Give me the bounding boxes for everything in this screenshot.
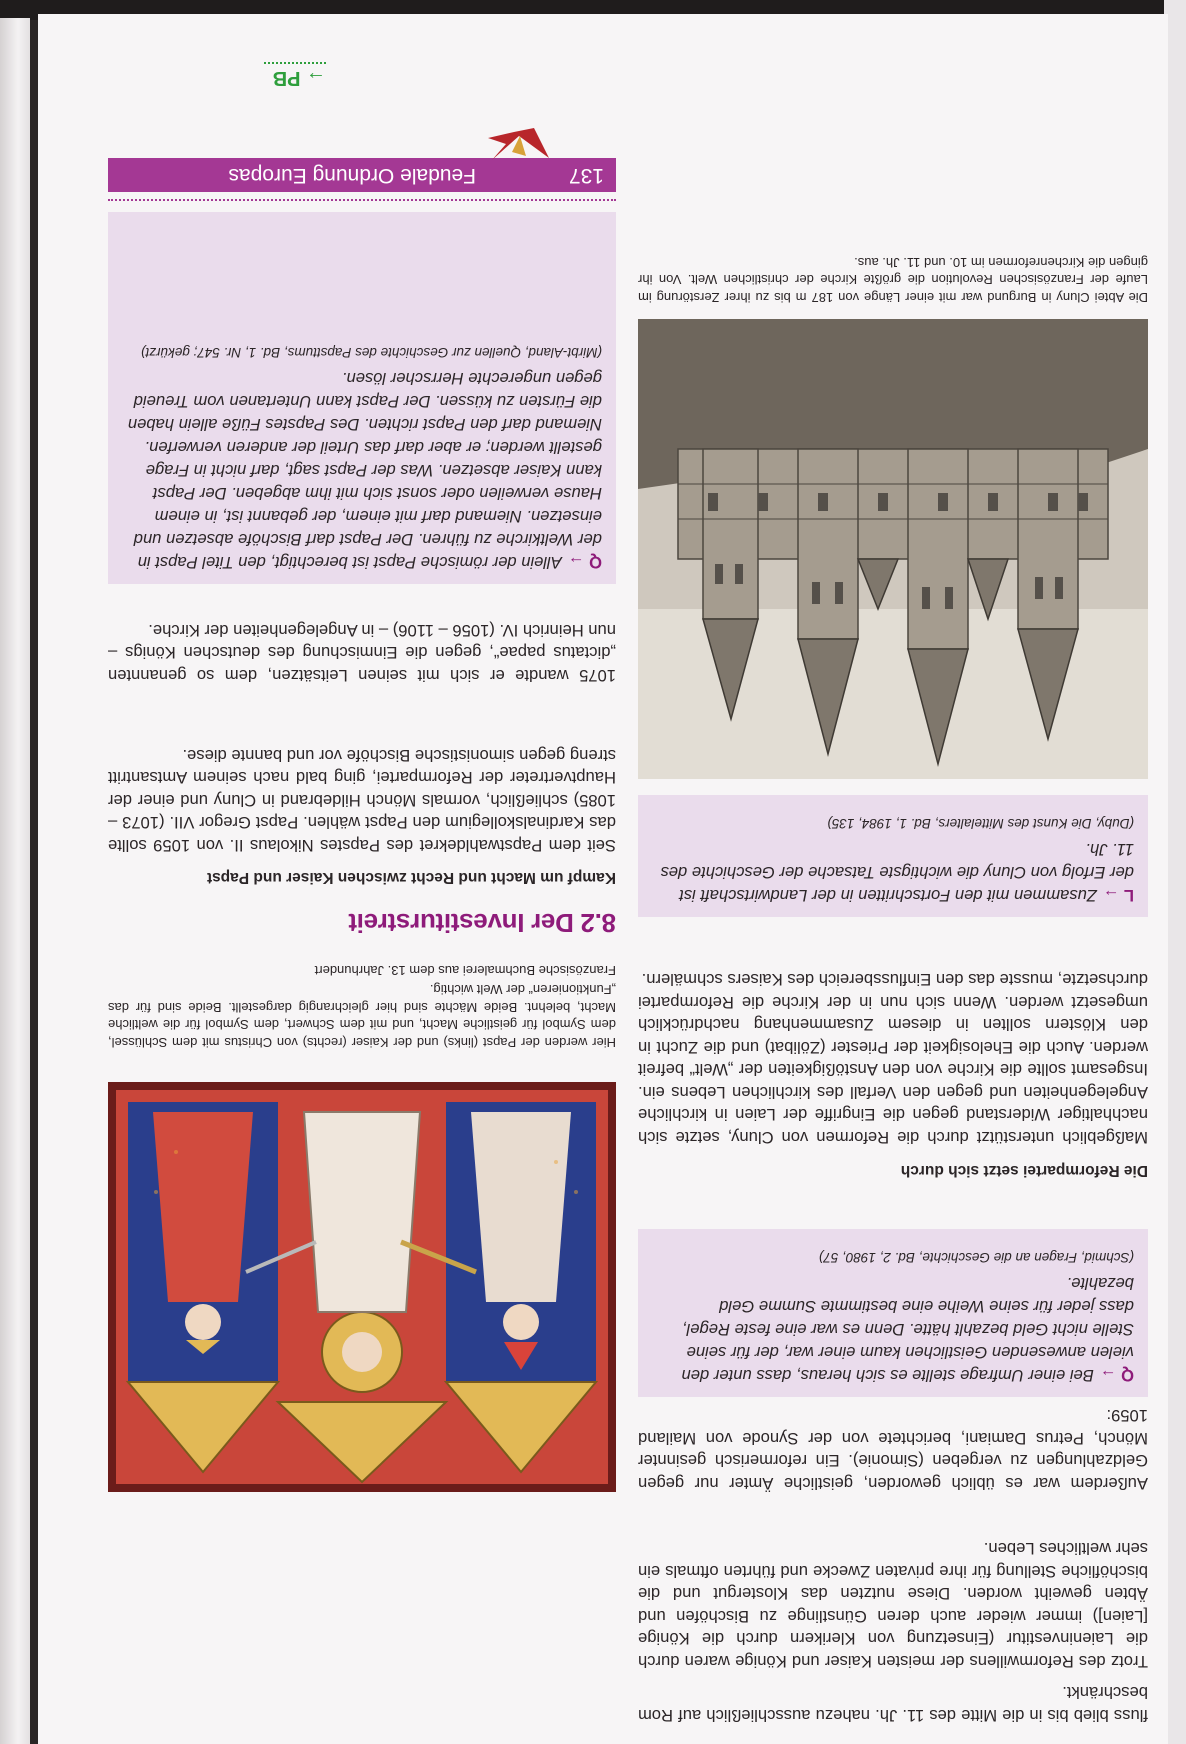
source-marker-l: L → <box>1102 886 1134 905</box>
header-dotted-rule <box>108 199 616 201</box>
source-quote: Zusammen mit den Fortschritten in der Landwirtschaft ist der Erfolg von Cluny die wichtigste Tatsache der Geschichte des 11. Jh. <box>660 840 1134 905</box>
source-citation: (Schmid, Fragen an die Geschichte, Bd. 2, 1980, 57) <box>818 1250 1134 1265</box>
pb-dotted-rule <box>264 62 326 64</box>
source-marker-q: Q → <box>1099 1366 1134 1385</box>
cluny-abbey-image <box>638 319 1148 779</box>
miniature-source: Französische Buchmalerei aus dem 13. Jahrhundert <box>314 963 616 978</box>
source-marker-q: Q → <box>567 553 602 572</box>
paragraph-papstwahldekret: Seit dem Papstwahldekret des Papstes Nikolaus II. von 1059 sollte das Kardinalskollegium den Papst wählen. Papst Gregor VII. (1073 – 1085) schließlich, vormals Mönch Hildebrand in Cluny und einer der Hauptvertreter der Reformpartei, ging bald nach seinem Amtsantritt streng gegen simonistische Bischöfe vor und bannte diese. <box>108 746 616 855</box>
knight-emblem-icon <box>484 124 554 166</box>
pope-emperor-christ-miniature <box>108 1082 616 1492</box>
cluny-engraving-illustration <box>638 319 1148 779</box>
paragraph-cluny-reform: Maßgeblich unterstützt durch die Reformen von Cluny, setzte sich nachhaltiger Widerstand gegen die Eingriffe der Laien in kirchliche Angelegenheiten und gegen den Verfall des kirchlichen Lebens ein. Insgesamt sollte die Kirche von den Anstößigkeiten der „Welt“ befreit werden. Auch die Ehelosigkeit der Priester (Zölibat) und die Zucht in den Klöstern sollten in diesem Zusammenhang nachdrücklich umgesetzt werden. Wenn sich nun in der Kirche die Reformpartei durchsetzte, musste das den Einflussbereich des Kaisers schmälern. <box>638 970 1148 1147</box>
miniature-image <box>108 1082 616 1492</box>
section-title-investiturstreit: 8.2 Der Investiturstreit <box>348 908 616 938</box>
chapter-title: Feudale Ordnung Europas <box>228 164 476 187</box>
book-spine <box>0 18 30 1744</box>
subheading-reformpartei: Die Reformpartei setzt sich durch <box>900 1162 1148 1179</box>
cluny-caption: Die Abtei Cluny in Burgund war mit einer Länge von 187 m bis zu ihrer Zerstörung im Laufe der Französischen Revolution die größte Kirche der christlichen Welt. Von ihr gingen die Kirchenreformen im 10. und 11. Jh. aus. <box>638 255 1148 305</box>
pb-cross-reference: → PB <box>272 67 326 89</box>
paragraph-laieninvestitur: Trotz des Reformwillens der meisten Kaiser und Könige waren durch die Laieninvestitur (Einsetzung von Klerikern durch die Könige [Laien]) immer wieder auch deren Günstlinge zu Bischöfen und Äbten geweiht worden. Diese nutzten das Klostergut und die bischöfliche Stellung für ihre privaten Zwecke und führten oftmals ein sehr weltliches Leben. <box>638 1539 1148 1671</box>
source-citation: (Mirbt-Aland, Quellen zur Geschichte des Papsttums, Bd. 1, Nr. 547; gekürzt) <box>141 345 602 360</box>
page-number: 137 <box>568 164 604 187</box>
source-box-q-mailand <box>638 1229 1148 1397</box>
paragraph-1075: 1075 wandte er sich mit seinen Leitsätzen, dem so genannten „dictatus papae“, gegen die Einmischung des deutschen Königs – nun Heinrich IV. (1056 – 1106) – in Angelegenheiten der Kirche. <box>108 621 616 685</box>
source-citation: (Duby, Die Kunst des Mittelalters, Bd. 1, 1984, 135) <box>827 816 1134 831</box>
miniature-caption: Hier werden der Papst (links) und der Kaiser (rechts) von Christus mit dem Schlüssel, dem Symbol für geistliche Macht, und mit dem Schwert, dem Symbol für die weltliche Macht, belehnt. Beide Mächte sind hier gleichrangig dargestellt. Beide sind für das „Funktionieren“ der Welt wichtig. <box>108 982 616 1050</box>
source-box-q-dictatus-papae <box>108 212 616 584</box>
source-quote: Bei einer Umfrage stellte es sich heraus, dass unter den vielen anwesenden Geistlichen kaum einer war, der für seine Stelle nicht Geld bezahlt hätte. Denn es war eine feste Regel, dass jeder für seine Weihe eine bestimmte Summe Geld bezahlte. <box>681 1274 1134 1385</box>
left-column <box>638 14 1148 1744</box>
right-column <box>56 14 616 1744</box>
subheading-kampf: Kampf um Macht und Recht zwischen Kaiser und Papst <box>206 869 616 886</box>
intro-text: fluss blieb bis in die Mitte des 11. Jh. nahezu ausschließlich auf Rom beschränkt. <box>638 1683 1148 1725</box>
book-page <box>38 14 1168 1744</box>
source-box-l-duby <box>638 795 1148 917</box>
source-quote: Allein der römische Papst ist berechtigt, den Titel Papst in der Weltkirche zu führen. Der Papst darf Bischöfe absetzen und einsetzen. Niemand darf mit einem, der gebannt ist, in einem Hause verweilen oder sonst sich mit ihm abgeben. Der Papst kann Kaiser absetzen. Was der Papst sagt, darf nicht in Frage gestellt werden; er aber darf das Urteil der anderen verwerfen. Niemand darf den Papst richten. Des Papstes Füße allein haben die Fürsten zu küssen. Der Papst kann Untertanen vom Treueid gegen ungerechte Herrscher lösen. <box>127 369 602 572</box>
paragraph-simonie: Außerdem war es üblich geworden, geistliche Ämter nur gegen Geldzahlungen zu vergeben (Simonie). Ein reformerisch gesinnter Mönch, Petrus Damiani, berichtete von der Synode von Mailand 1059: <box>638 1406 1148 1493</box>
